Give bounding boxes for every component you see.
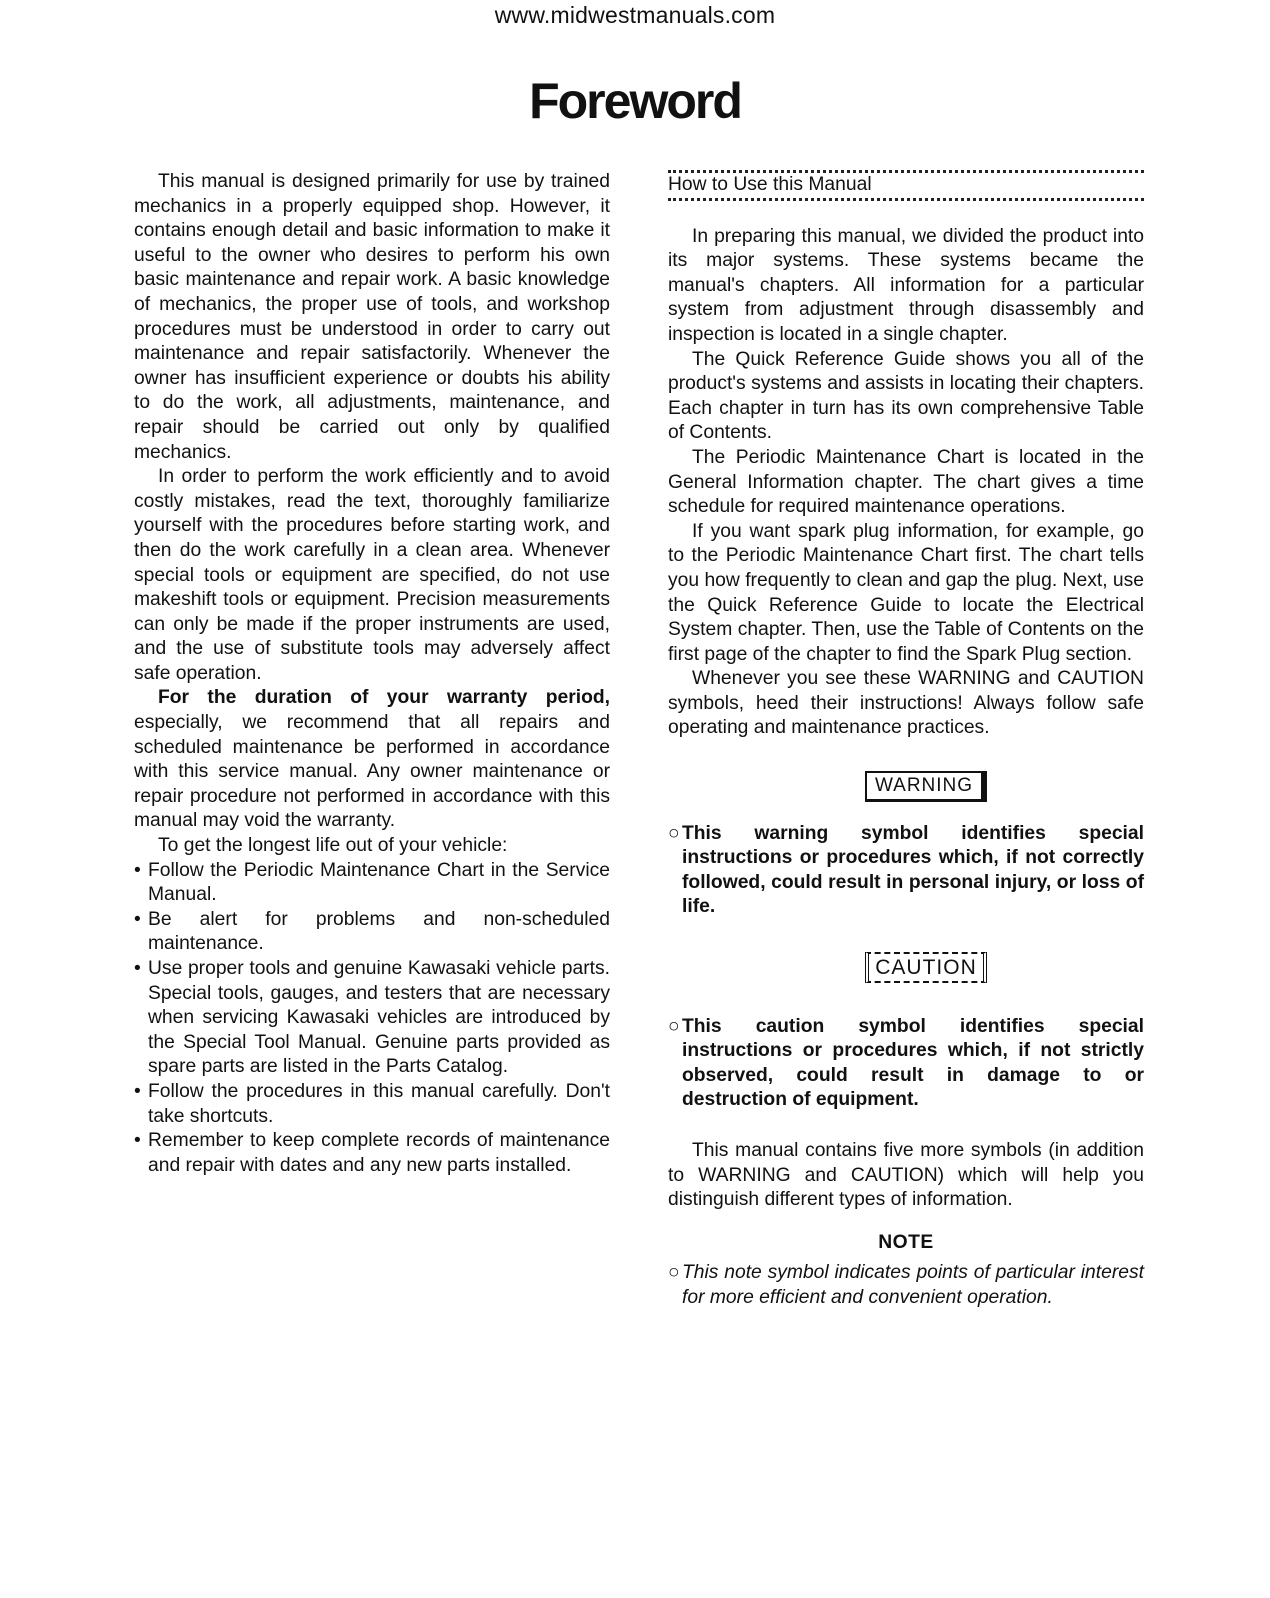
how-to-paragraph-2: The Quick Reference Guide shows you all of the product's systems and assists in locating their chapters. Each chapter in turn has its own comprehensive Table of Contents. (668, 348, 1144, 444)
list-item (134, 908, 610, 957)
site-url: www.midwestmanuals.com (494, 2, 776, 28)
how-to-paragraph-4: If you want spark plug information, for example, go to the Periodic Maintenance Chart first. The chart tells you how frequently to clean and gap the plug. Next, use the Quick Reference Guide to locate the Electrical System chapter. Then, use the Table of Contents on the first page of the chapter to find the Spark Plug section. (668, 520, 1144, 665)
list-item-text: Be alert for problems and non-scheduled maintenance. (148, 908, 610, 955)
list-item-text: Follow the procedures in this manual carefully. Don't take shortcuts. (148, 1080, 610, 1127)
foreword-paragraph-1: This manual is designed primarily for use by trained mechanics in a properly equipped shop. However, it contains enough detail and basic information to make it useful to the owner who desires to perform his own basic maintenance and repair work. A basic knowledge of mechanics, the proper use of tools, and workshop procedures must be understood in order to carry out maintenance and repair satisfactorily. Whenever the owner has insufficient experience or doubts his ability to do the work, all adjustments, maintenance, and repair should be carried out only by qualified mechanics. (134, 171, 610, 463)
how-to-paragraph-3: The Periodic Maintenance Chart is located in the General Information chapter. The chart gives a time schedule for required maintenance operations. (668, 446, 1144, 518)
tips-list (134, 859, 610, 1179)
bullet-icon: • (134, 1130, 141, 1152)
list-item-text: Use proper tools and genuine Kawasaki vehicle parts. Special tools, gauges, and testers that are necessary when servicing Kawasaki vehicles are introduced by the Special Tool Manual. Genuine parts provided as spare parts are listed in the Parts Catalog. (148, 958, 610, 1078)
caution-symbol: CAUTION (865, 952, 987, 983)
warranty-emphasis: For the duration of your warranty period, (158, 687, 610, 709)
list-item (134, 957, 610, 1080)
list-item-text: Remember to keep complete records of maintenance and repair with dates and any new parts installed. (148, 1130, 610, 1176)
bullet-icon: • (134, 908, 141, 930)
circle-bullet-icon: ○ (668, 1015, 680, 1037)
note-symbol: NOTE (878, 1231, 934, 1253)
warning-description (668, 822, 1144, 920)
bullet-icon: • (134, 1080, 141, 1102)
list-item-text: Follow the Periodic Maintenance Chart in the Service Manual. (148, 859, 610, 906)
how-to-paragraph-5: Whenever you see these WARNING and CAUTION symbols, heed their instructions! Always follow safe operating and maintenance practices. (668, 668, 1144, 739)
list-item (668, 822, 1144, 920)
note-text: This note symbol indicates points of particular interest for more efficient and convenient operation. (682, 1262, 1144, 1308)
left-column (134, 170, 610, 1178)
symbols-intro-paragraph: This manual contains five more symbols (in addition to WARNING and CAUTION) which will help you distinguish different types of information. (668, 1140, 1144, 1211)
how-to-paragraph-1: In preparing this manual, we divided the product into its major systems. These systems became the manual's chapters. All information for a particular system from adjustment through disassembly and inspection is located in a single chapter. (668, 225, 1144, 345)
right-column (668, 170, 1144, 1311)
caution-symbol-wrap (668, 952, 1144, 983)
list-item (134, 1129, 610, 1178)
list-item (668, 1015, 1144, 1113)
longest-life-intro: To get the longest life out of your vehicle: (158, 835, 508, 857)
circle-bullet-icon: ○ (668, 1262, 680, 1284)
circle-bullet-icon: ○ (668, 822, 680, 844)
bullet-icon: • (134, 859, 141, 881)
caution-description (668, 1015, 1144, 1113)
caution-text: This caution symbol identifies special instructions or procedures which, if not strictly observed, could result in damage to or destruction of equipment. (682, 1015, 1144, 1111)
warranty-text: especially, we recommend that all repairs and scheduled maintenance be performed in accordance with this service manual. Any owner maintenance or repair procedure not performed in accordance with this manual may void the warranty. (134, 712, 610, 832)
warning-text: This warning symbol identifies special instructions or procedures which, if not correctly followed, could result in personal injury, or loss of life. (682, 822, 1144, 918)
dotted-rule-bottom (668, 198, 1144, 201)
warranty-paragraph (134, 686, 610, 834)
list-item (134, 859, 610, 908)
warning-symbol-wrap (668, 771, 1144, 802)
list-item (668, 1261, 1144, 1310)
page-title: Foreword (529, 73, 741, 129)
bullet-icon: • (134, 958, 141, 979)
list-item (134, 1080, 610, 1129)
warning-symbol: WARNING (865, 771, 987, 802)
section-heading: How to Use this Manual (668, 174, 872, 195)
note-description (668, 1261, 1144, 1310)
foreword-paragraph-2: In order to perform the work efficiently and to avoid costly mistakes, read the text, thoroughly familiarize yourself with the procedures before starting work, and then do the work carefully in a clean area. Whenever special tools or equipment are specified, do not use makeshift tools or equipment. Precision measurements can only be made if the proper instruments are used, and the use of substitute tools may adversely affect safe operation. (134, 466, 610, 684)
